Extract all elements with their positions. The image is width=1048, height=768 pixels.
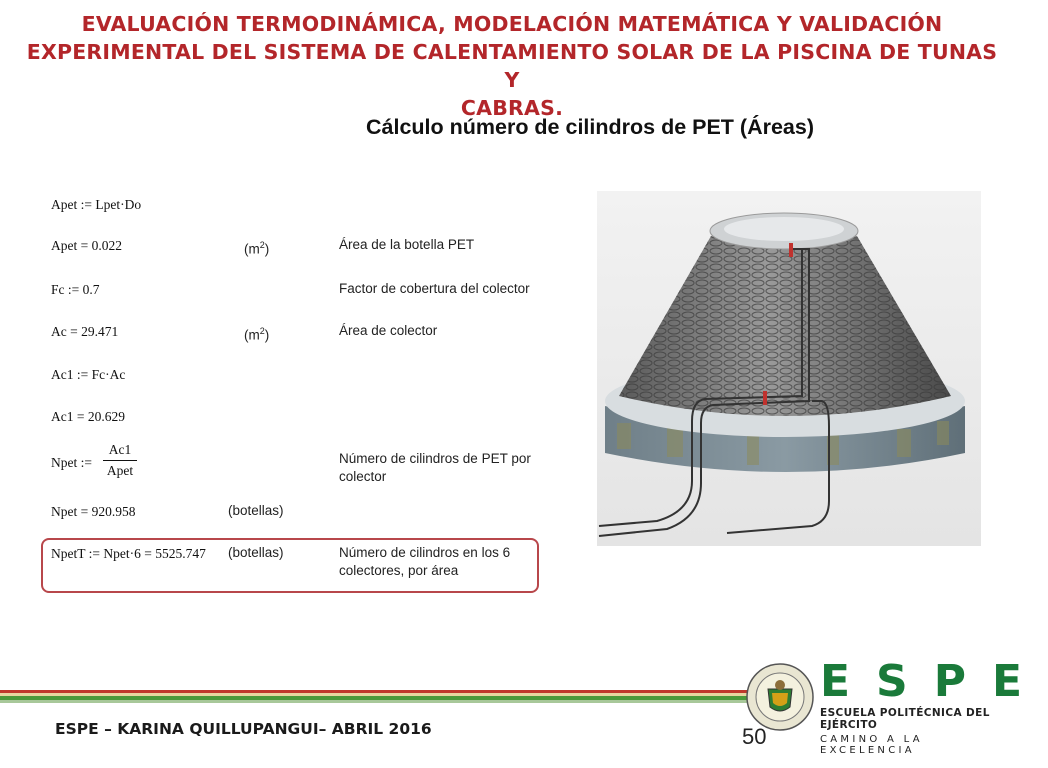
- equation-apet-def: Apet := Lpet·Do: [51, 197, 142, 212]
- equation-fc: Fc := 0.7: [51, 282, 100, 297]
- title-line-3: CABRAS.: [460, 96, 564, 120]
- equation-npett: NpetT := Npet·6 = 5525.747: [51, 546, 206, 561]
- footer-author: ESPE – KARINA QUILLUPANGUI– ABRIL 2016: [55, 720, 432, 738]
- description-label: [339, 450, 531, 486]
- equation-ac1-value: Ac1 = 20.629: [51, 409, 125, 424]
- fraction-numerator: Ac1: [108, 442, 132, 457]
- description-line: Número de cilindros en los 6: [339, 545, 511, 560]
- equation-npet-prefix: Npet :=: [51, 455, 92, 470]
- description-line: colectores, por área: [339, 563, 459, 578]
- unit-label: (botellas): [228, 503, 284, 518]
- espe-logo-name: ESCUELA POLITÉCNICA DEL EJÉRCITO: [820, 707, 990, 731]
- espe-logo-letters: ESPE: [820, 656, 1048, 707]
- description-label: Factor de cobertura del colector: [339, 281, 530, 296]
- espe-seal-logo: [746, 663, 814, 731]
- description-line: Número de cilindros de PET por: [339, 451, 531, 466]
- slide-subtitle: Cálculo número de cilindros de PET (Áreas): [365, 115, 814, 139]
- fraction: [103, 442, 137, 479]
- description-line: colector: [339, 469, 387, 484]
- unit-label: (botellas): [228, 545, 284, 560]
- fraction-bar: [103, 460, 137, 461]
- espe-logo-tagline: CAMINO A LA EXCELENCIA: [820, 734, 923, 756]
- espe-brand-logo: [820, 656, 1048, 756]
- title-line-2: EXPERIMENTAL DEL SISTEMA DE CALENTAMIENTO SOLAR DE LA PISCINA DE TUNAS Y: [26, 40, 998, 92]
- unit-label: $(m^2)$: [244, 326, 270, 343]
- fraction-denominator: Apet: [106, 463, 134, 478]
- equation-ac1-def: Ac1 := Fc·Ac: [51, 367, 126, 382]
- equation-npet-value: Npet = 920.958: [51, 504, 136, 519]
- description-label: Área de colector: [339, 323, 438, 338]
- unit-label: $(m^2)$: [244, 240, 270, 257]
- title-line-1: EVALUACIÓN TERMODINÁMICA, MODELACIÓN MATEMÁTICA Y VALIDACIÓN: [81, 12, 943, 36]
- page-number: 50: [742, 724, 767, 749]
- mathcad-worksheet: [0, 0, 560, 620]
- equation-ac: Ac = 29.471: [51, 324, 119, 339]
- description-label: [339, 544, 510, 580]
- solar-collector-render: [597, 191, 981, 546]
- description-label: Área de la botella PET: [339, 237, 475, 252]
- footer-stripe: [0, 690, 760, 704]
- equation-apet-value: Apet = 0.022: [51, 238, 122, 253]
